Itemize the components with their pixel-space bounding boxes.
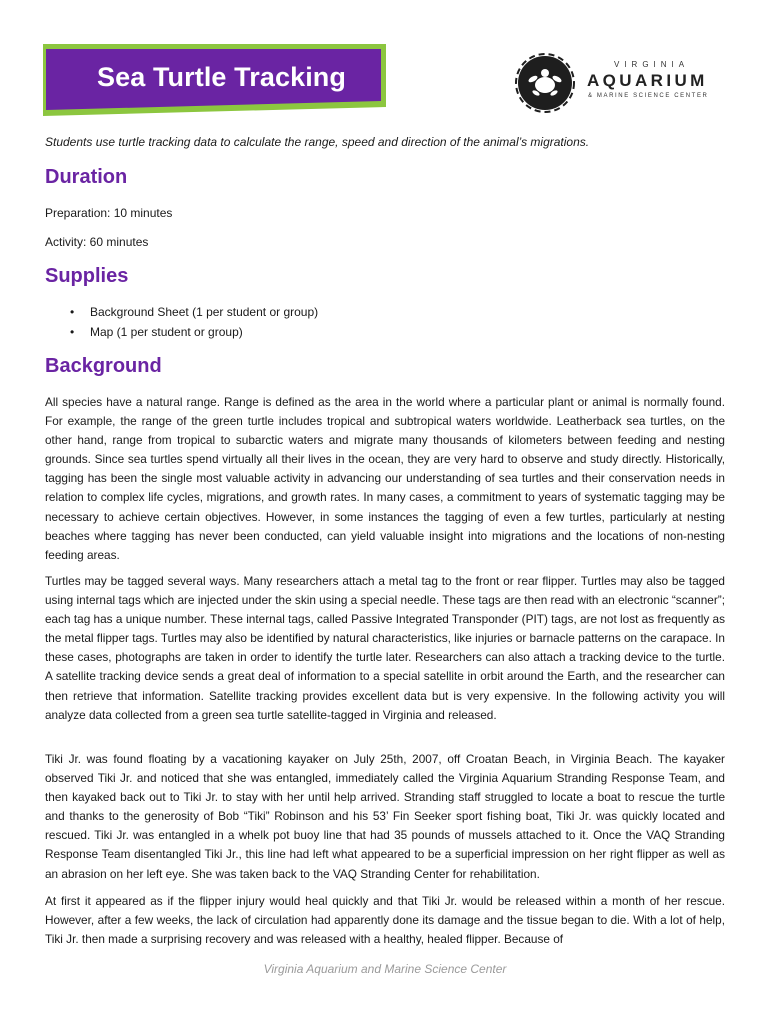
activity-time: Activity: 60 minutes (45, 235, 149, 249)
title-banner (43, 44, 386, 116)
background-paragraph: All species have a natural range. Range is defined as the area in the world where a particular plant or animal is normally found. For example, the range of the green turtle includes tropical and subtropical waters worldwide. Leatherback sea turtles, on the other hand, range from tropical to subarctic waters and migrate many thousands of kilometers between feeding and nesting grounds. Since sea turtles spend virtually all their lives in the ocean, they are very hard to observe and study directly. Historically, tagging has been the single most valuable activity in advancing our understanding of sea turtles and their conservation needs in relation to complex life cycles, migrations, and growth rates. In many cases, a commitment to years of systematic tagging may be necessary to achieve certain objectives. However, in some instances the tagging of even a few turtles, particularly at nesting beaches where tagging has never been conducted, can yield valuable insight into migrations and the locations of non-nesting feeding areas. (45, 395, 725, 562)
background-paragraph: Tiki Jr. was found floating by a vacationing kayaker on July 25th, 2007, off Croatan Beach, in Virginia Beach. The kayaker observed Tiki Jr. and noticed that she was entangled, immediately called the Virginia Aquarium Stranding Response Team, and then kayaked back out to Tiki Jr. to stay with her until help arrived. Stranding staff struggled to locate a boat to rescue the turtle and thanks to the generosity of Bob “Tiki” Robinson and his 53’ Fin Seeker sport fishing boat, Tiki Jr. was quickly located and rescued. Tiki Jr. was entangled in a whelk pot buoy line that had 35 pounds of mussels attached to it. Once the VAQ Stranding Response Team disentangled Tiki Jr., this line had left what appeared to be a superficial impression on her right flipper as well as an abrasion on her left eye. She was taken back to the VAQ Stranding Center for rehabilitation. (45, 752, 725, 881)
background-heading: Background (45, 355, 162, 377)
turtle-logo-icon (512, 52, 578, 114)
supplies-list (70, 304, 318, 344)
background-paragraph: At first it appeared as if the flipper injury would heal quickly and that Tiki Jr. would be released within a month of her rescue. However, after a few weeks, the lack of circulation had apparently done its damage and the tissue began to die. With a lot of help, Tiki Jr. then made a surprising recovery and was released with a healthy, healed flipper. Because of (45, 894, 725, 947)
duration-heading: Duration (45, 166, 128, 188)
logo-text-sub: & MARINE SCIENCE CENTER (588, 93, 709, 99)
virginia-aquarium-logo (500, 50, 718, 114)
list-item: • Background Sheet (1 per student or group) (70, 304, 318, 324)
list-item: • Map (1 per student or group) (70, 324, 318, 344)
logo-text-top: VIRGINIA (614, 60, 690, 69)
preparation-time: Preparation: 10 minutes (45, 206, 173, 220)
supplies-heading: Supplies (45, 265, 129, 287)
page-title: Sea Turtle Tracking (97, 62, 346, 92)
logo-text-main: AQUARIUM (587, 71, 708, 90)
background-paragraph: Turtles may be tagged several ways. Many researchers attach a metal tag to the front or rear flipper. Turtles may also be tagged using internal tags which are injected under the skin using a special needle. These tags are then read with an electronic “scanner”; each tag has a unique number. These internal tags, called Passive Integrated Transponder (PIT) tags, are not lost as frequently as the metal flipper tags. Turtles may also be identified by natural characteristics, like injuries or barnacle patterns on the carapace. In these cases, photographs are taken in order to identify the turtle later. Researchers can also attach a tracking device to the turtle. A satellite tracking device sends a great deal of information to a special satellite in orbit around the Earth, and the researcher can then retrieve that information. Satellite tracking provides excellent data but is very expensive. In the following activity you will analyze data collected from a green sea turtle satellite-tagged in Virginia and released. (45, 574, 725, 722)
page-subtitle: Students use turtle tracking data to calculate the range, speed and direction of the animal’s migrations. (45, 135, 590, 149)
page-footer: Virginia Aquarium and Marine Science Center (263, 962, 507, 976)
